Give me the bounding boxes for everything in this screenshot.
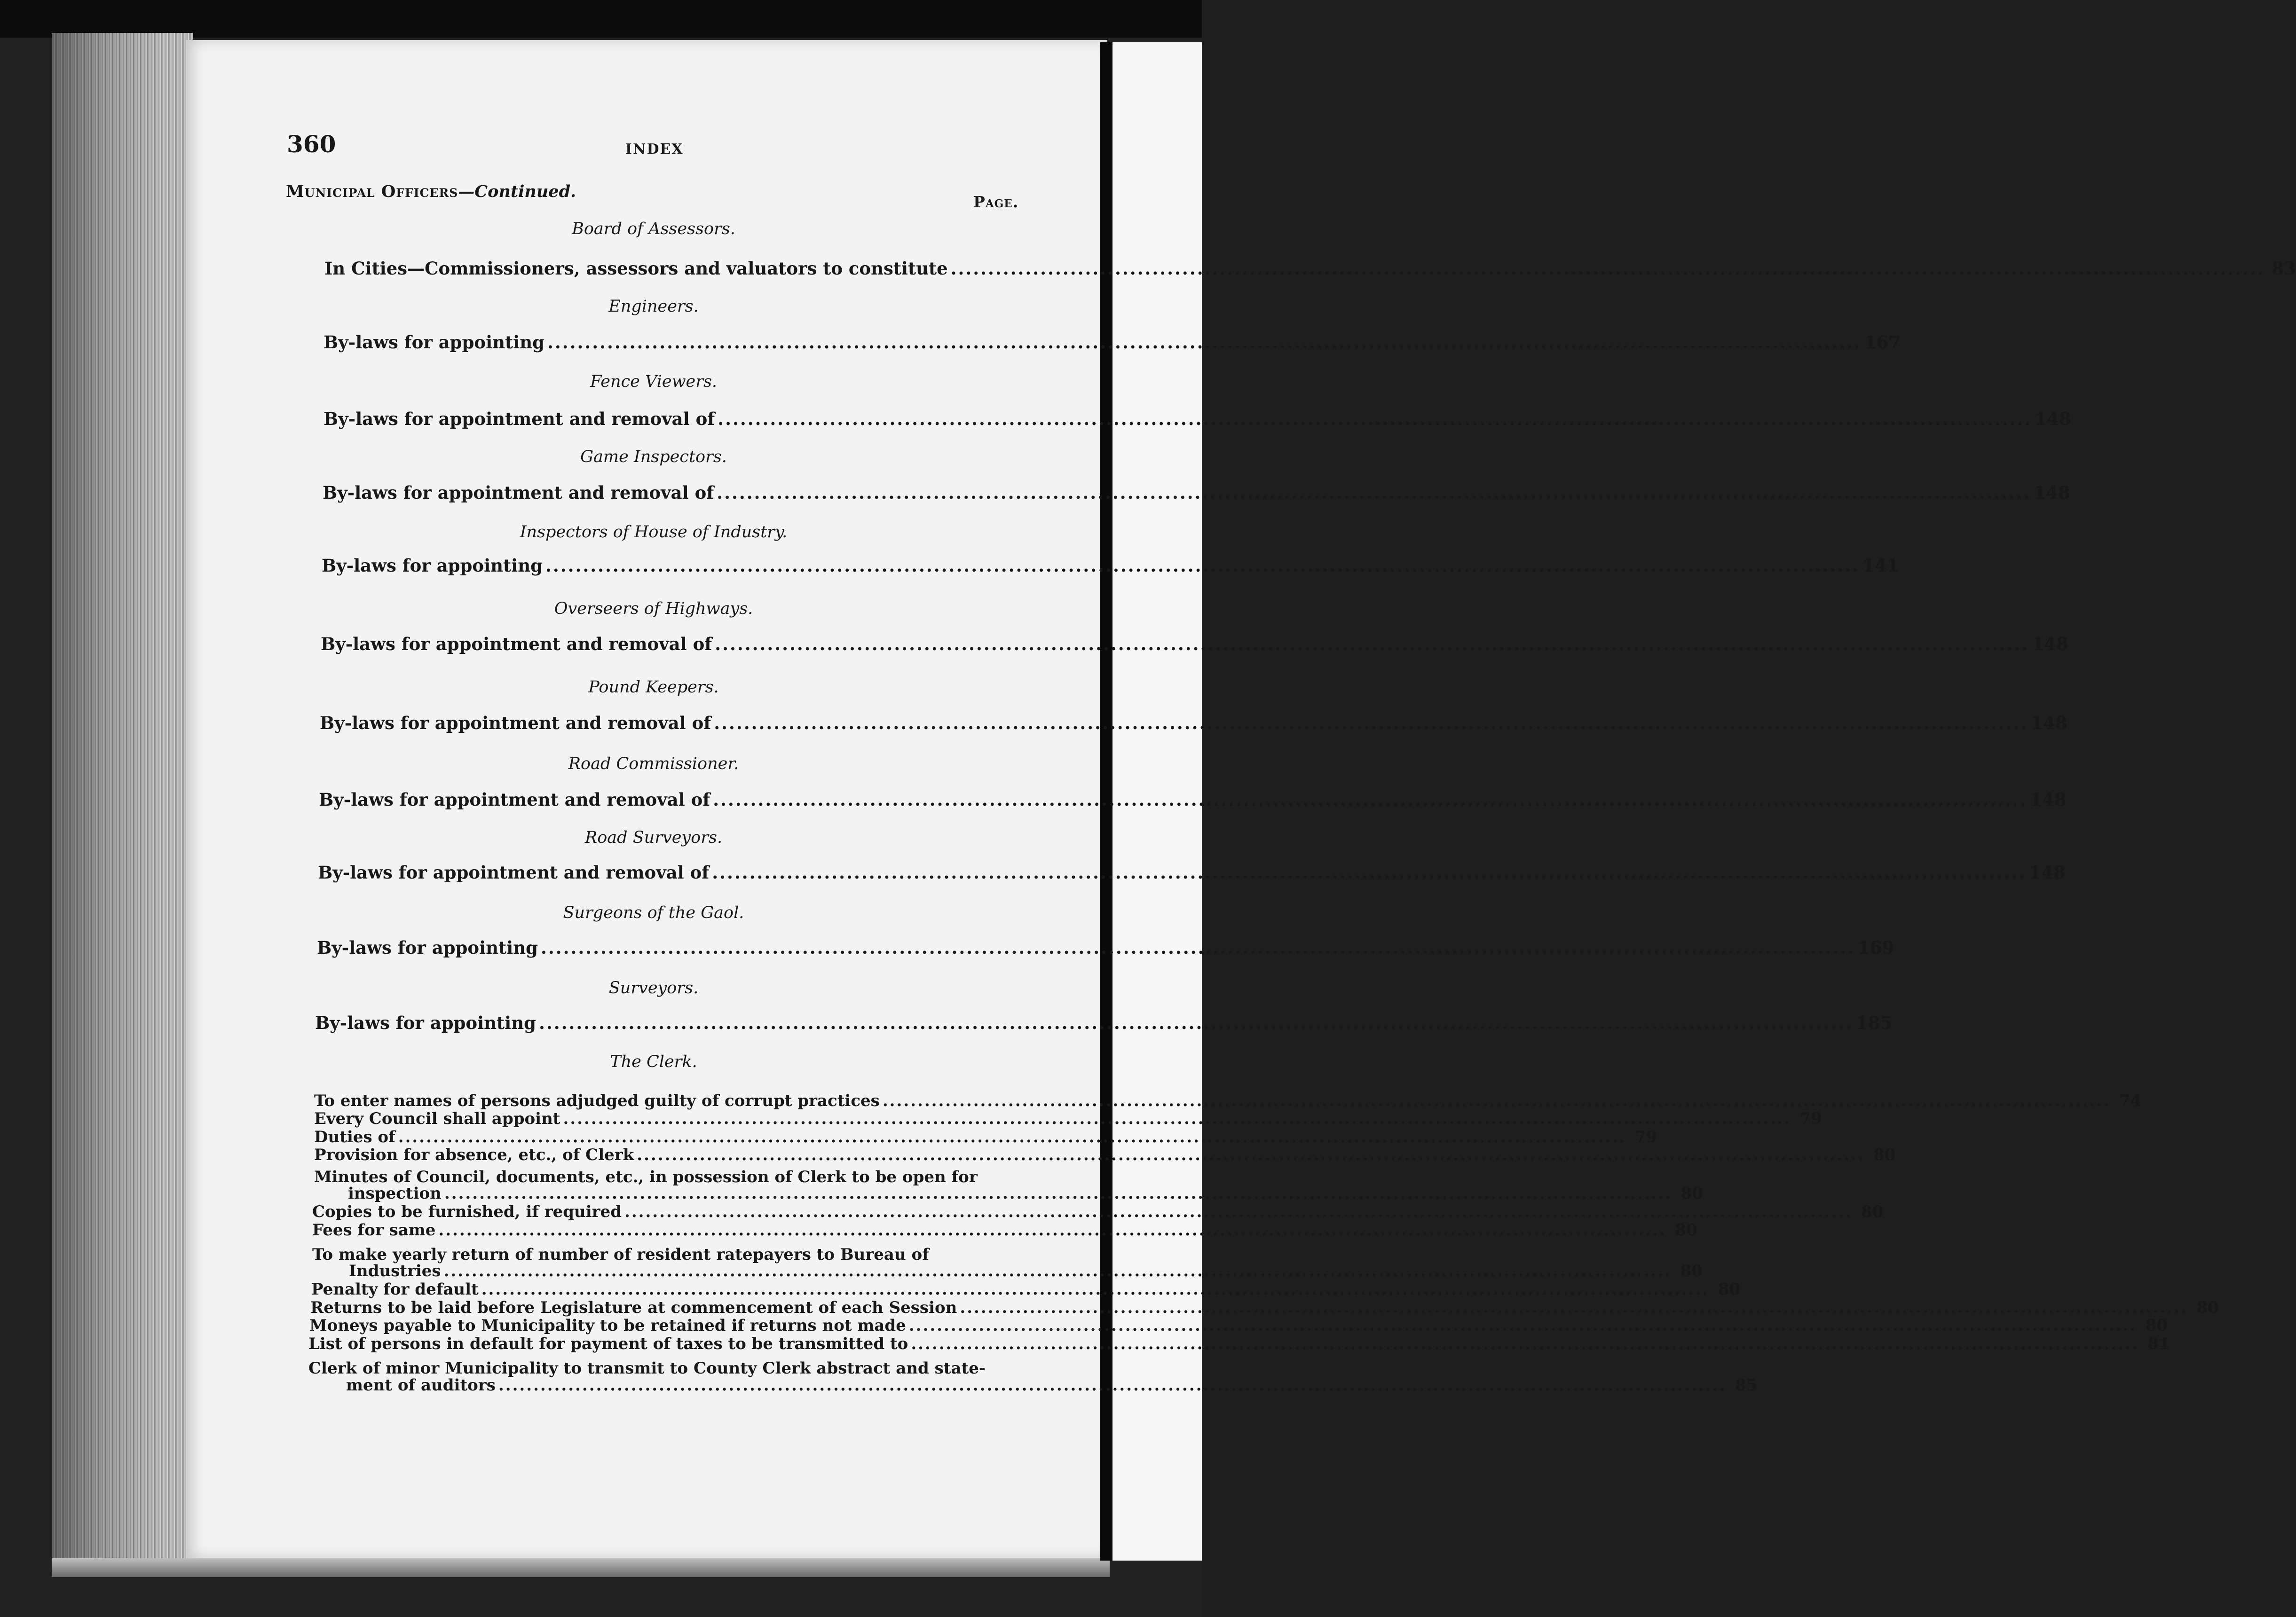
entry-label: Clerk of minor Municipality to transmit to County Clerk abstract and state- bbox=[308, 1359, 986, 1378]
index-entry bbox=[314, 1128, 1657, 1146]
entry-label: Returns to be laid before Legislature at commencement of each Session bbox=[310, 1298, 957, 1317]
entry-page: 80 bbox=[1680, 1262, 1703, 1280]
entry-page: 148 bbox=[2031, 713, 2067, 733]
leader-dots: ................................................................................................................................................................................ bbox=[398, 1128, 1626, 1146]
entry-page: 74 bbox=[2119, 1091, 2142, 1110]
page-number: 360 bbox=[287, 130, 336, 158]
entry-page: 85 bbox=[1735, 1376, 1758, 1395]
entry-page: 80 bbox=[1873, 1146, 1896, 1164]
leader-dots: ................................................................................................................................................................................ bbox=[498, 1376, 1727, 1395]
index-entry bbox=[321, 634, 2068, 654]
entry-page: 81 bbox=[2147, 1334, 2170, 1353]
leader-dots: ................................................................................................................................................................................ bbox=[714, 713, 2028, 733]
entry-page: 148 bbox=[2030, 789, 2067, 810]
section-heading bbox=[286, 183, 576, 200]
entry-page: 80 bbox=[1675, 1221, 1697, 1240]
subheading-overseers-of-highways: Overseers of Highways. bbox=[554, 599, 753, 618]
entry-label: By-laws for appointing bbox=[323, 332, 544, 353]
entry-label: To enter names of persons adjudged guilty of corrupt practices bbox=[314, 1091, 880, 1110]
subheading-fence-viewers: Fence Viewers. bbox=[590, 372, 718, 391]
entry-label: In Cities—Commissioners, assessors and valuators to constitute bbox=[324, 258, 948, 279]
entry-page: 80 bbox=[1861, 1202, 1884, 1221]
subheading-game-inspectors: Game Inspectors. bbox=[580, 447, 727, 466]
leader-dots: ................................................................................................................................................................................ bbox=[444, 1184, 1673, 1203]
entry-label: By-laws for appointing bbox=[317, 937, 538, 958]
entry-label: Minutes of Council, documents, etc., in possession of Clerk to be open for bbox=[314, 1168, 978, 1186]
leader-dots: ................................................................................................................................................................................ bbox=[438, 1221, 1666, 1240]
entry-label: Moneys payable to Municipality to be retained if returns not made bbox=[309, 1316, 906, 1335]
page-column-label: Page. bbox=[973, 193, 1019, 211]
entry-label: By-laws for appointing bbox=[315, 1013, 536, 1033]
entry-page: 148 bbox=[2032, 634, 2068, 654]
entry-label-continued: inspection bbox=[348, 1184, 442, 1203]
leader-dots: ................................................................................................................................................................................ bbox=[960, 1298, 2188, 1317]
subheading-house-of-industry: Inspectors of House of Industry. bbox=[520, 523, 788, 542]
entry-label-continued: ment of auditors bbox=[346, 1376, 496, 1395]
subheading-the-clerk: The Clerk. bbox=[610, 1052, 697, 1071]
leader-dots: ................................................................................................................................................................................ bbox=[540, 937, 1855, 958]
leader-dots: ................................................................................................................................................................................ bbox=[637, 1146, 1865, 1164]
entry-label: Duties of bbox=[314, 1128, 395, 1146]
index-entry bbox=[310, 1298, 2219, 1317]
leader-dots: ................................................................................................................................................................................ bbox=[443, 1262, 1672, 1280]
entry-label: By-laws for appointing bbox=[322, 555, 543, 576]
subheading-pound-keepers: Pound Keepers. bbox=[588, 678, 719, 697]
index-entry bbox=[349, 1262, 1703, 1280]
entry-label: Every Council shall appoint bbox=[314, 1109, 560, 1128]
index-entry bbox=[319, 789, 2067, 810]
subheading-road-commissioner: Road Commissioner. bbox=[568, 754, 739, 773]
leader-dots: ................................................................................................................................................................................ bbox=[718, 408, 2032, 429]
subheading-board-of-assessors: Board of Assessors. bbox=[572, 220, 735, 238]
entry-page: 83 bbox=[2272, 258, 2296, 279]
section-continued: —Continued. bbox=[458, 182, 576, 201]
subheading-engineers: Engineers. bbox=[608, 297, 699, 316]
entry-page: 80 bbox=[2145, 1316, 2168, 1335]
book-edge-shadow bbox=[52, 33, 193, 1565]
index-entry bbox=[314, 1091, 2142, 1110]
book-bottom-edge bbox=[52, 1558, 1110, 1577]
subheading-surveyors: Surveyors. bbox=[608, 979, 699, 997]
leader-dots: ................................................................................................................................................................................ bbox=[717, 482, 2031, 503]
leader-dots: ................................................................................................................................................................................ bbox=[538, 1013, 1854, 1033]
entry-label: Provision for absence, etc., of Clerk bbox=[314, 1146, 634, 1164]
index-entry bbox=[312, 1202, 1884, 1221]
entry-page: 141 bbox=[1862, 555, 1899, 576]
leader-dots: ................................................................................................................................................................................ bbox=[712, 862, 2027, 883]
entry-label: By-laws for appointment and removal of bbox=[323, 408, 715, 429]
scan-top-border bbox=[0, 0, 1202, 38]
index-entry bbox=[324, 258, 2296, 279]
entry-label: By-laws for appointment and removal of bbox=[323, 482, 714, 503]
index-entry bbox=[323, 408, 2071, 429]
entry-page: 148 bbox=[2034, 482, 2070, 503]
entry-page: 169 bbox=[1858, 937, 1894, 958]
entry-label-continued: Industries bbox=[349, 1262, 441, 1280]
leader-dots: ................................................................................................................................................................................ bbox=[481, 1280, 1710, 1299]
index-entry bbox=[318, 862, 2066, 883]
entry-page: 80 bbox=[1681, 1184, 1704, 1203]
leader-dots: ................................................................................................................................................................................ bbox=[908, 1316, 2137, 1335]
entry-label: Penalty for default bbox=[311, 1280, 479, 1299]
entry-label: Fees for same bbox=[312, 1221, 436, 1240]
subheading-road-surveyors: Road Surveyors. bbox=[584, 828, 723, 847]
leader-dots: ................................................................................................................................................................................ bbox=[882, 1091, 2111, 1110]
leader-dots: ................................................................................................................................................................................ bbox=[563, 1109, 1791, 1128]
leader-dots: ................................................................................................................................................................................ bbox=[545, 555, 1860, 576]
entry-label: By-laws for appointment and removal of bbox=[319, 789, 710, 810]
entry-page: 79 bbox=[1799, 1109, 1822, 1128]
index-entry bbox=[314, 1109, 1822, 1128]
leader-dots: ................................................................................................................................................................................ bbox=[624, 1202, 1853, 1221]
index-entry bbox=[323, 332, 1901, 353]
entry-page: 167 bbox=[1864, 332, 1901, 353]
index-entry bbox=[346, 1376, 1758, 1395]
entry-label: To make yearly return of number of resident ratepayers to Bureau of bbox=[312, 1245, 929, 1264]
entry-page: 185 bbox=[1856, 1013, 1893, 1033]
index-entry bbox=[320, 713, 2067, 733]
index-entry bbox=[308, 1334, 2170, 1353]
running-head: INDEX bbox=[625, 141, 684, 157]
entry-page: 148 bbox=[2029, 862, 2066, 883]
section-name: Municipal Officers bbox=[286, 182, 458, 201]
index-entry bbox=[322, 555, 1899, 576]
entry-page: 79 bbox=[1634, 1128, 1657, 1146]
entry-label: List of persons in default for payment of taxes to be transmitted to bbox=[308, 1334, 908, 1353]
entry-label: By-laws for appointment and removal of bbox=[321, 634, 712, 654]
index-entry bbox=[323, 482, 2070, 503]
leader-dots: ................................................................................................................................................................................ bbox=[547, 332, 1862, 353]
index-entry bbox=[311, 1280, 1741, 1299]
entry-page: 80 bbox=[2196, 1298, 2219, 1317]
entry-page: 148 bbox=[2035, 408, 2071, 429]
entry-page: 80 bbox=[1718, 1280, 1741, 1299]
index-entry bbox=[309, 1316, 2168, 1335]
entry-label: By-laws for appointment and removal of bbox=[320, 713, 711, 733]
leader-dots: ................................................................................................................................................................................ bbox=[911, 1334, 2139, 1353]
index-entry bbox=[317, 937, 1894, 958]
leader-dots: ................................................................................................................................................................................ bbox=[713, 789, 2028, 810]
entry-label: Copies to be furnished, if required bbox=[312, 1202, 622, 1221]
leader-dots: ................................................................................................................................................................................ bbox=[715, 634, 2029, 654]
index-entry bbox=[312, 1221, 1697, 1240]
entry-label: By-laws for appointment and removal of bbox=[318, 862, 710, 883]
index-entry bbox=[315, 1013, 1893, 1033]
index-entry bbox=[314, 1146, 1896, 1164]
subheading-surgeons-of-the-gaol: Surgeons of the Gaol. bbox=[563, 903, 744, 922]
leader-dots: ................................................................................................................................................................................ bbox=[950, 258, 2265, 279]
index-entry bbox=[348, 1184, 1704, 1203]
